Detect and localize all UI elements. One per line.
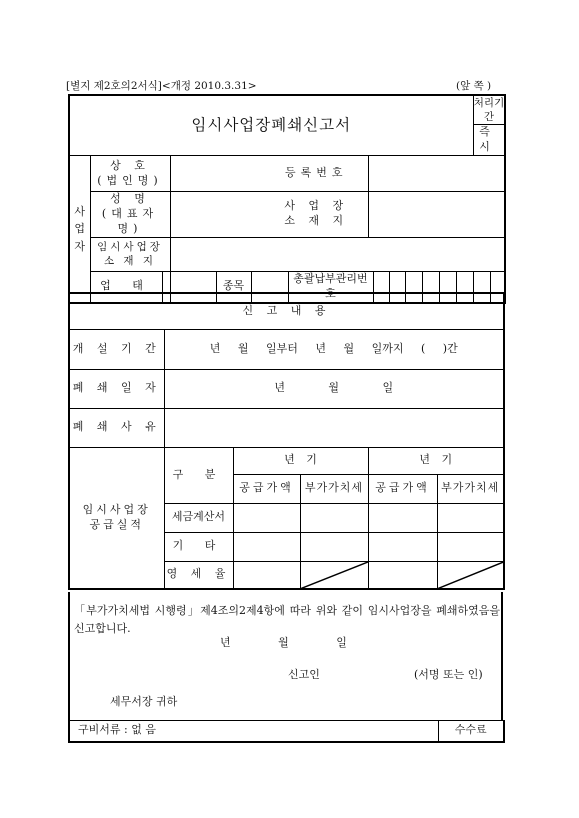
cell-input[interactable] — [368, 532, 437, 561]
cell-input[interactable] — [437, 532, 504, 561]
row-label-tax-invoice: 세금계산서 — [164, 503, 233, 532]
cell-input[interactable] — [368, 503, 437, 532]
vat-header-1: 부가가치세 — [300, 474, 368, 503]
cell-input[interactable] — [233, 532, 300, 561]
vat-header-2: 부가가치세 — [437, 474, 504, 503]
form-title: 임시사업장폐쇄신고서 — [69, 95, 473, 156]
content-heading: 신 고 내 용 — [69, 293, 504, 329]
supply-record-label: 임시사업장 공급실적 — [69, 447, 164, 589]
opening-period-field[interactable]: 년 월 일부터 년 월 일까지 ( )간 — [164, 329, 504, 369]
management-number-label: 총괄납부관리번호 — [288, 271, 373, 303]
closure-date-field[interactable]: 년 월 일 — [164, 369, 504, 408]
operator-table — [68, 94, 506, 304]
diagonal-line — [301, 562, 368, 589]
diagonal-cell — [300, 561, 368, 589]
processing-value: 즉 시 — [473, 125, 505, 156]
diagonal-cell — [437, 561, 504, 589]
temp-location-field[interactable] — [170, 237, 505, 271]
processing-label: 처리기간 — [473, 97, 505, 124]
form-reference: [별지 제2호의2서식]<개정 2010.3.31> — [66, 80, 257, 92]
supply-value-header-2: 공급가액 — [368, 474, 437, 503]
cell-input[interactable] — [233, 561, 300, 589]
fee-label: 수수료 — [438, 721, 504, 742]
row-label-zero-rate: 영 세 율 — [164, 561, 233, 589]
cell-input[interactable] — [368, 561, 437, 589]
signature-label[interactable]: (서명 또는 인) — [414, 668, 483, 681]
opening-period-label: 개 설 기 간 — [69, 329, 164, 369]
category-label: 구 분 — [164, 447, 233, 503]
row-label-other: 기 타 — [164, 532, 233, 561]
temp-location-label: 임시사업장 소 재 지 — [90, 237, 170, 271]
business-location-label: 사 업 장 소 재 지 — [265, 192, 368, 238]
declaration-text: 「부가가치세법 시행령」제4조의2제4항에 따라 위와 같이 임시사업장을 폐쇄하였음을 신고합니다. — [74, 604, 500, 635]
trade-name-field[interactable] — [170, 156, 265, 192]
declaration-section — [68, 592, 503, 720]
closure-date-label: 폐 쇄 일 자 — [69, 369, 164, 408]
diagonal-line — [438, 562, 504, 589]
reporter-label: 신고인 — [288, 668, 320, 681]
representative-name-label: 성 명 (대표자명) — [90, 192, 170, 238]
closure-reason-field[interactable] — [164, 408, 504, 447]
closure-reason-label: 폐 쇄 사 유 — [69, 408, 164, 447]
declaration-date[interactable]: 년 월 일 — [220, 636, 347, 649]
period-column-2: 년 기 — [368, 447, 504, 474]
cell-input[interactable] — [300, 532, 368, 561]
representative-name-field[interactable] — [170, 192, 265, 238]
registration-number-label: 등록번호 — [265, 156, 368, 192]
trade-name-label: 상 호 (법인명) — [90, 156, 170, 192]
business-type-label: 업 태 — [90, 271, 162, 303]
item-label: 종목 — [216, 271, 251, 303]
registration-number-field[interactable] — [368, 156, 505, 192]
addressee: 세무서장 귀하 — [110, 695, 178, 708]
cell-input[interactable] — [233, 503, 300, 532]
page-side: (앞 쪽 ) — [456, 80, 492, 92]
operator-section-label: 사업자 — [69, 156, 90, 304]
cell-input[interactable] — [437, 503, 504, 532]
supply-value-header-1: 공급가액 — [233, 474, 300, 503]
cell-input[interactable] — [300, 503, 368, 532]
period-column-1: 년 기 — [233, 447, 368, 474]
footer-table — [68, 720, 505, 743]
report-content-table — [68, 292, 505, 590]
required-documents: 구비서류 : 없 음 — [69, 721, 438, 742]
business-location-field[interactable] — [368, 192, 505, 238]
